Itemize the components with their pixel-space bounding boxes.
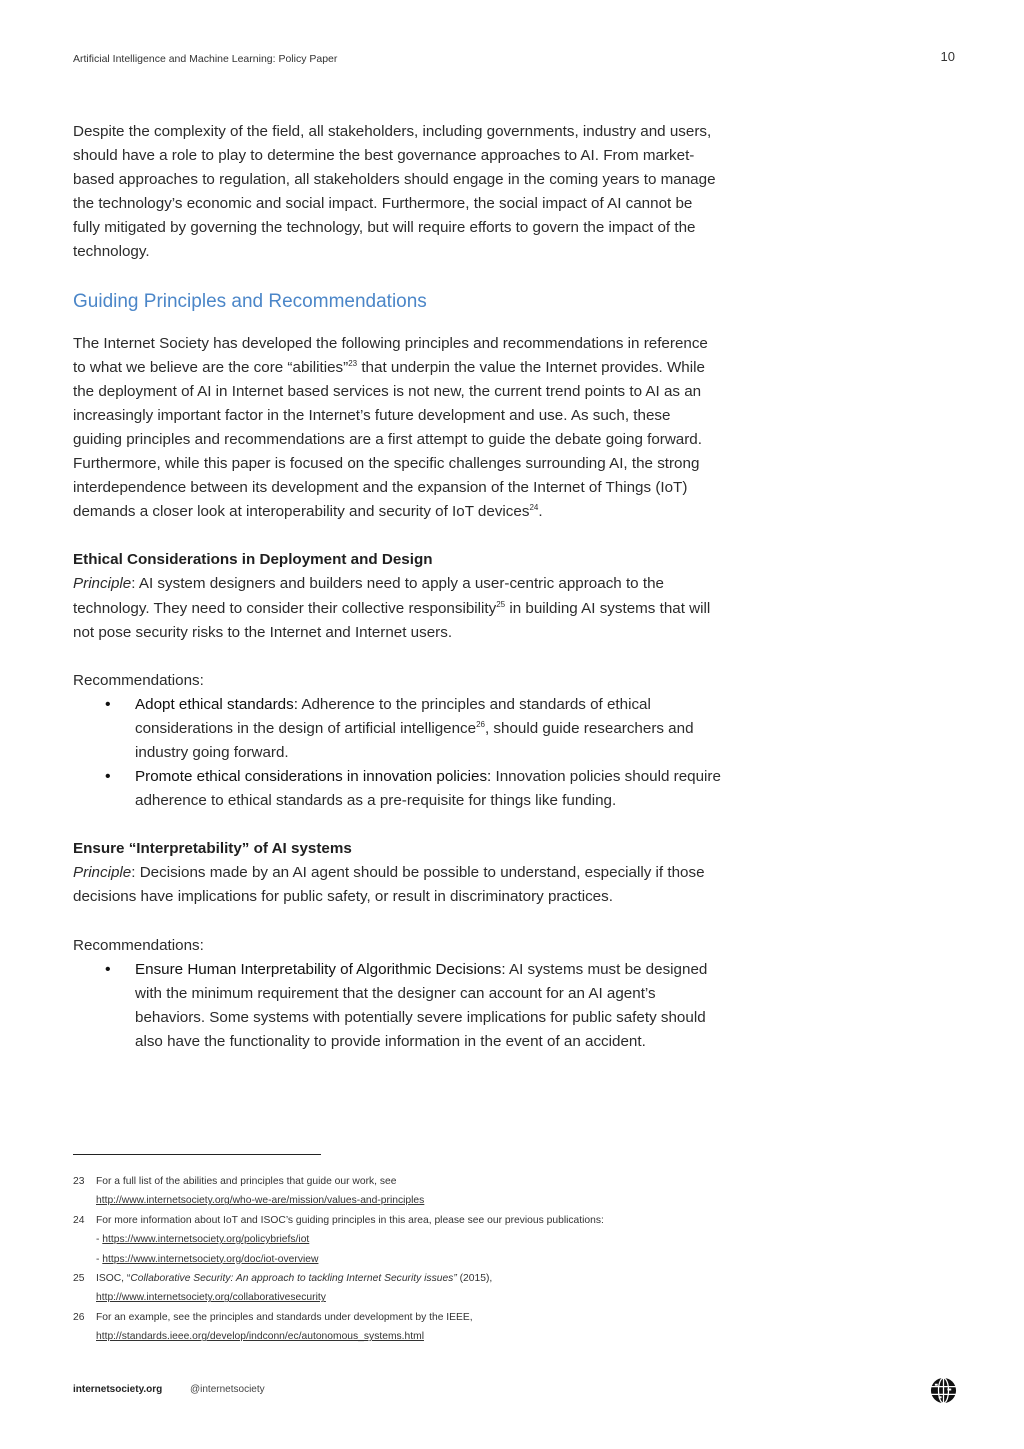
- section-text-c: .: [538, 503, 543, 521]
- footer-website[interactable]: internetsociety.org: [73, 1384, 163, 1395]
- footnote-ref-23[interactable]: 23: [348, 358, 358, 368]
- principle-label: Principle: [73, 575, 132, 593]
- interpretability-principle-text: : Decisions made by an AI agent should be possible to understand, especially if those decisions have implications for public safety, or result in discriminatory practices.: [73, 864, 705, 906]
- footnote-ref-25[interactable]: 25: [496, 599, 506, 609]
- footnote-23: [73, 1172, 773, 1211]
- internet-society-globe-icon: [930, 1377, 957, 1404]
- ethics-recommendations-list: [73, 693, 723, 813]
- rec-text: AI systems must be designed with the minimum requirement that the designer can account for an AI agent’s behaviors. Some systems with potentially severe implications for public safety should also have the functionality to provide information in the event of an accident.: [135, 960, 708, 1050]
- footnote-link[interactable]: http://www.internetsociety.org/who-we-are/mission/values-and-principles: [96, 1195, 425, 1207]
- footnote-link[interactable]: https://www.internetsociety.org/doc/iot-overview: [102, 1253, 319, 1265]
- interpretability-principle: [73, 861, 723, 909]
- list-dash: -: [96, 1234, 103, 1246]
- list-dash: -: [96, 1253, 103, 1265]
- principle-label: Principle: [73, 864, 132, 882]
- footnote-publication-title: Collaborative Security: An approach to tackling Internet Security issues”: [130, 1273, 457, 1285]
- rec-title: Promote ethical considerations in innovation policies:: [135, 768, 492, 786]
- section-paragraph: [73, 332, 723, 525]
- rec-title: Ensure Human Interpretability of Algorithmic Decisions:: [135, 960, 506, 978]
- footnote-24: [73, 1211, 773, 1269]
- footnote-text: For an example, see the principles and standards under development by the IEEE,: [96, 1311, 473, 1323]
- rec-title: Adopt ethical standards:: [135, 695, 298, 713]
- section-heading: Guiding Principles and Recommendations: [73, 290, 427, 312]
- rec-text-a: Adherence to the principles and standards of ethical considerations in the design of artificial intelligence: [135, 695, 651, 737]
- footnote-link[interactable]: http://www.internetsociety.org/collaborativesecurity: [96, 1292, 326, 1304]
- list-item: [135, 958, 723, 1054]
- footnote-number: 25: [73, 1273, 85, 1285]
- footnotes: [73, 1172, 773, 1347]
- footnote-link[interactable]: https://www.internetsociety.org/policybriefs/iot: [102, 1234, 310, 1246]
- ethics-principle: [73, 572, 723, 644]
- section-text-b: that underpin the value the Internet provides. While the deployment of AI in Internet based services is not new, the current trend points to AI as an increasingly important factor in the Internet’s future development and use. As such, these guiding principles and recommendations are a first attempt to guide the debate going forward. Furthermore, while this paper is focused on the specific challenges surrounding AI, the strong interdependence between its development and the expansion of the Internet of Things (IoT) demands a closer look at interoperability and security of IoT devices: [73, 358, 705, 521]
- footnote-25: [73, 1269, 773, 1308]
- list-item: [135, 693, 723, 765]
- footnote-text: For a full list of the abilities and principles that guide our work, see: [96, 1176, 397, 1187]
- footnote-number: 26: [73, 1311, 85, 1323]
- section-text-a: The Internet Society has developed the following principles and recommendations in reference to what we believe are the core “abilities”: [73, 334, 708, 376]
- interpretability-recommendations-label: Recommendations:: [73, 936, 204, 954]
- footnote-number: 23: [73, 1176, 85, 1187]
- ethics-principle-text-b: in building AI systems that will not pose security risks to the Internet and Internet users.: [73, 599, 711, 641]
- interpretability-recommendations-list: [73, 958, 723, 1054]
- ethics-recommendations-label: Recommendations:: [73, 671, 204, 689]
- footnote-ref-24[interactable]: 24: [529, 503, 539, 513]
- footnote-divider: [73, 1154, 321, 1155]
- ethics-heading: Ethical Considerations in Deployment and Design: [73, 551, 433, 569]
- footnote-ref-26[interactable]: 26: [476, 719, 485, 729]
- footnote-text: For more information about IoT and ISOC’s guiding principles in this area, please see our previous publications:: [96, 1214, 604, 1226]
- main-content: [73, 120, 723, 1078]
- footnote-text-post: (2015),: [456, 1273, 493, 1285]
- header-title: Artificial Intelligence and Machine Learning: Policy Paper: [73, 53, 338, 65]
- ethics-principle-text-a: : AI system designers and builders need to apply a user-centric approach to the technology. They need to consider their collective responsibility: [73, 575, 664, 617]
- interpretability-heading: Ensure “Interpretability” of AI systems: [73, 840, 352, 858]
- page-number: 10: [940, 49, 955, 64]
- footnote-26: [73, 1308, 773, 1347]
- rec-text-b: , should guide researchers and industry going forward.: [135, 719, 694, 761]
- list-item: [135, 765, 723, 813]
- rec-text: Innovation policies should require adherence to ethical standards as a pre-requisite for things like funding.: [135, 768, 721, 810]
- footnote-link[interactable]: http://standards.ieee.org/develop/indconn/ec/autonomous_systems.html: [96, 1331, 424, 1343]
- intro-paragraph: Despite the complexity of the field, all stakeholders, including governments, industry and users, should have a role to play to determine the best governance approaches to AI. From market-based approaches to regulation, all stakeholders should engage in the coming years to manage the technology’s economic and social impact. Furthermore, the social impact of AI cannot be fully mitigated by governing the technology, but will require efforts to govern the impact of the technology.: [73, 123, 716, 261]
- footer-social-handle[interactable]: @internetsociety: [190, 1384, 265, 1395]
- footnote-number: 24: [73, 1214, 85, 1226]
- footnote-text-pre: ISOC, “: [96, 1273, 131, 1285]
